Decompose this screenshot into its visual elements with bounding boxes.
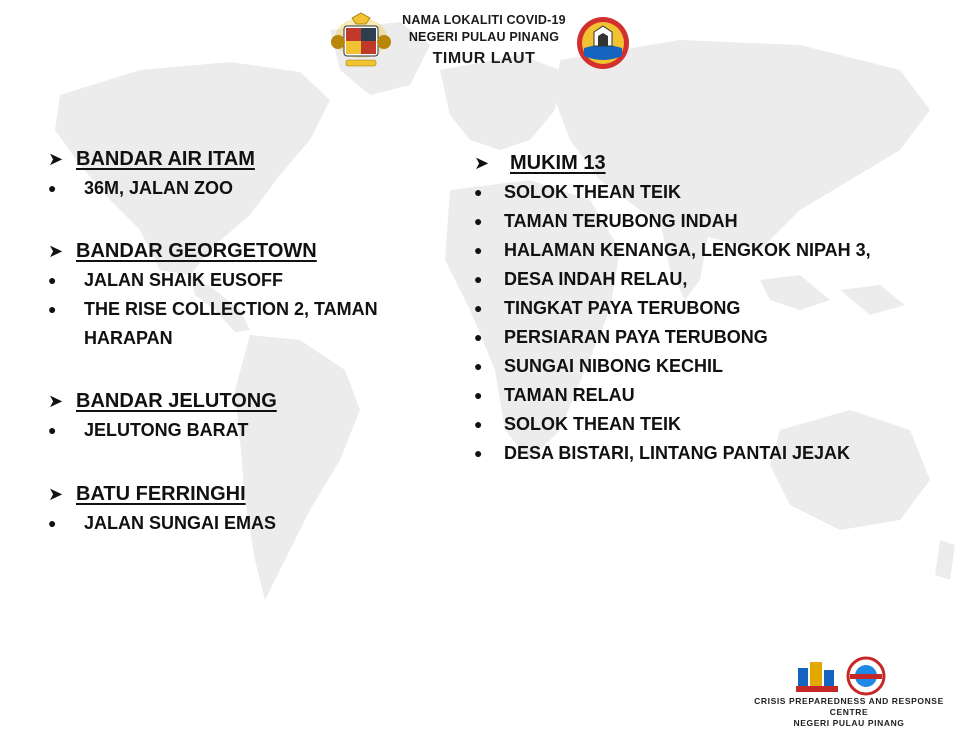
section-bandar-air-itam [48, 144, 428, 203]
bullet-dot-icon: ● [48, 422, 57, 438]
bullet-dot-icon: ● [474, 242, 483, 258]
bullet-dot-icon: ● [474, 184, 483, 200]
footer-caption [744, 696, 954, 729]
header-title-block [392, 12, 576, 70]
bullet-dot-icon: ● [474, 213, 483, 229]
list-item: ● TAMAN TERUBONG INDAH [474, 207, 954, 236]
section-title: ➤ BATU FERRINGHI [48, 482, 246, 505]
bullet-dot-icon: ● [474, 271, 483, 287]
section-batu-ferringhi [48, 479, 428, 538]
section-bandar-jelutong [48, 386, 428, 445]
header-line-1: NAMA LOKALITI COVID-19 [402, 13, 566, 27]
list-item: ● SOLOK THEAN TEIK [474, 178, 954, 207]
list-item: ● JALAN SHAIK EUSOFF [48, 266, 428, 295]
penang-seal-icon [576, 16, 630, 70]
list-item: ● DESA INDAH RELAU, [474, 265, 954, 294]
section-mukim-13 [474, 148, 954, 468]
bullet-dot-icon: ● [48, 301, 57, 317]
list-item: ● TAMAN RELAU [474, 381, 954, 410]
state-coat-of-arms-icon [330, 12, 392, 70]
list-item: ● DESA BISTARI, LINTANG PANTAI JEJAK [474, 439, 954, 468]
list-item: ● THE RISE COLLECTION 2, TAMAN HARAPAN [48, 295, 428, 353]
header-district-title: TIMUR LAUT [432, 50, 536, 67]
section-title: ➤ BANDAR JELUTONG [48, 389, 277, 412]
cprc-logos-icon [794, 656, 894, 696]
list-item: ● 36M, JALAN ZOO [48, 174, 428, 203]
arrow-head-icon: ➤ [48, 390, 64, 411]
bullet-dot-icon: ● [48, 180, 57, 196]
bullet-dot-icon: ● [474, 329, 483, 345]
bullet-dot-icon: ● [48, 515, 57, 531]
footer-line-2: NEGERI PULAU PINANG [793, 718, 905, 728]
arrow-head-icon: ➤ [474, 152, 490, 173]
list-item: ● TINGKAT PAYA TERUBONG [474, 294, 954, 323]
bullet-dot-icon: ● [474, 416, 483, 432]
bullet-dot-icon: ● [474, 445, 483, 461]
list-item: ● HALAMAN KENANGA, LENGKOK NIPAH 3, [474, 236, 954, 265]
section-title: ➤ BANDAR GEORGETOWN [48, 239, 317, 262]
list-item: ● JELUTONG BARAT [48, 416, 428, 445]
list-item: ● PERSIARAN PAYA TERUBONG [474, 323, 954, 352]
bullet-dot-icon: ● [474, 387, 483, 403]
header-line-2: NEGERI PULAU PINANG [408, 30, 560, 44]
bullet-dot-icon: ● [474, 358, 483, 374]
arrow-head-icon: ➤ [48, 240, 64, 261]
arrow-head-icon: ➤ [48, 483, 64, 504]
section-title: ➤ MUKIM 13 [474, 151, 606, 174]
arrow-head-icon: ➤ [48, 148, 64, 169]
bullet-dot-icon: ● [474, 300, 483, 316]
list-item: ● JALAN SUNGAI EMAS [48, 509, 428, 538]
section-bandar-georgetown [48, 236, 428, 353]
footer-line-1: CRISIS PREPAREDNESS AND RESPONSE CENTRE [754, 696, 944, 717]
bullet-dot-icon: ● [48, 272, 57, 288]
list-item: ● SUNGAI NIBONG KECHIL [474, 352, 954, 381]
list-item: ● SOLOK THEAN TEIK [474, 410, 954, 439]
section-title: ➤ BANDAR AIR ITAM [48, 147, 255, 170]
